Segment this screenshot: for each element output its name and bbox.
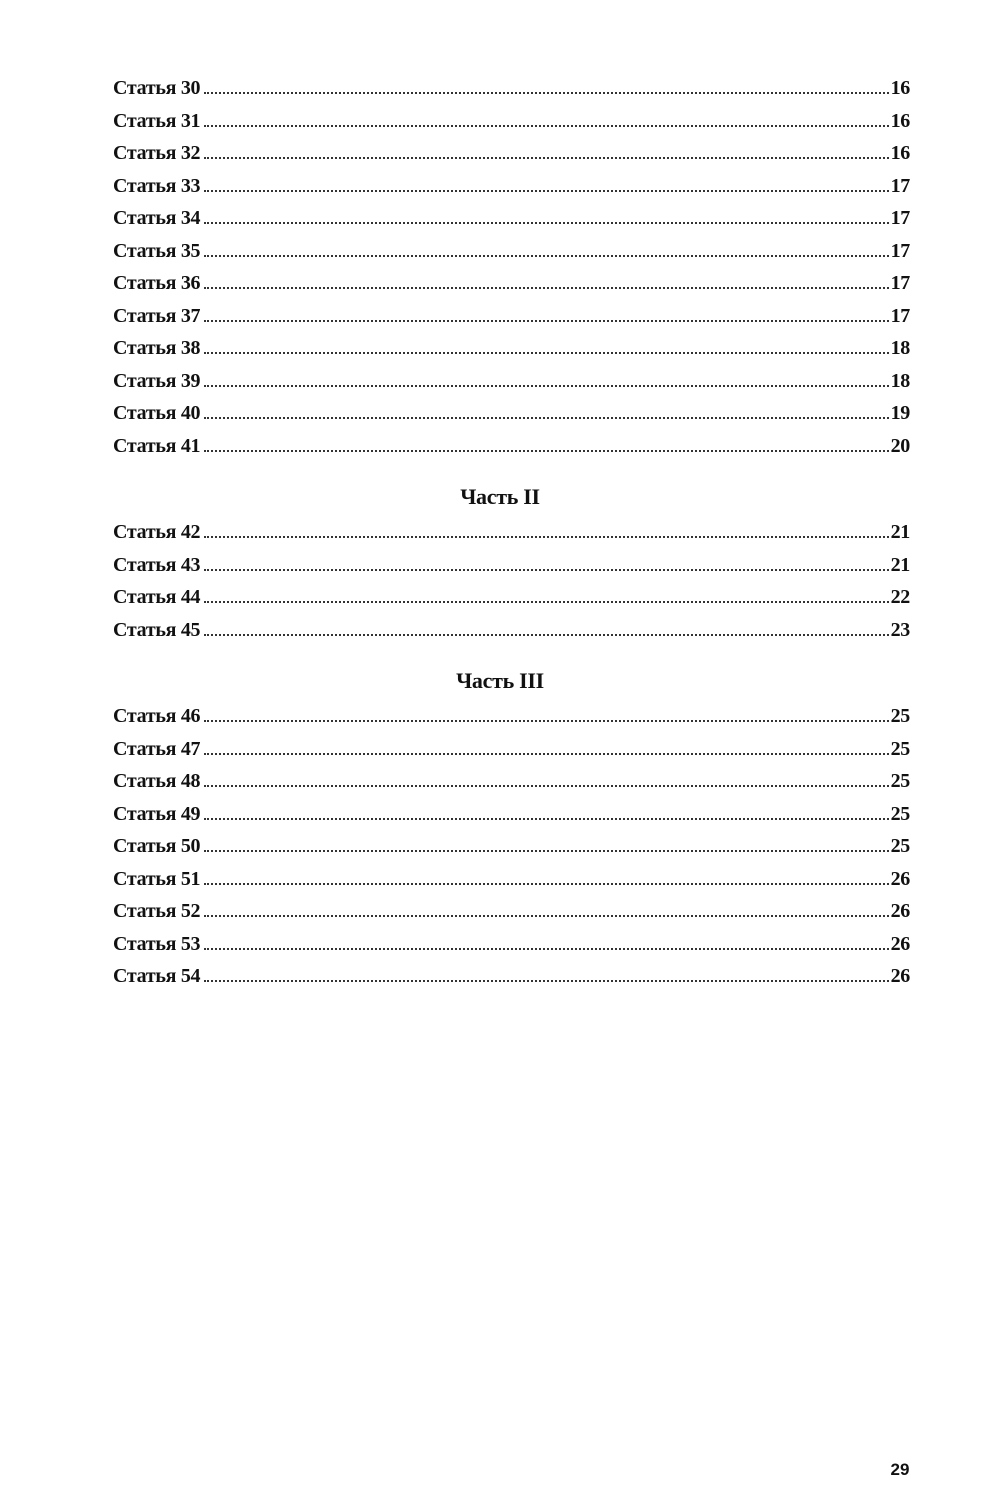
dot-leader bbox=[204, 601, 888, 603]
toc-entry bbox=[113, 202, 910, 235]
toc-entry bbox=[113, 614, 910, 647]
dot-leader bbox=[204, 125, 888, 127]
toc-entry-label: Статья 50 bbox=[113, 835, 201, 857]
toc-entry-page: 17 bbox=[890, 304, 910, 327]
toc-entry-page: 26 bbox=[890, 965, 910, 987]
dot-leader bbox=[204, 255, 888, 257]
dot-leader bbox=[204, 385, 888, 387]
toc-entry-label: Статья 54 bbox=[113, 965, 201, 987]
toc-entry-page: 25 bbox=[890, 802, 910, 825]
toc-entry-page: 18 bbox=[890, 337, 910, 359]
page-number: 29 bbox=[890, 1460, 910, 1479]
toc-entry-page: 17 bbox=[890, 174, 910, 197]
toc-entry-page: 26 bbox=[890, 900, 910, 922]
dot-leader bbox=[204, 92, 888, 94]
toc-entry-label: Статья 43 bbox=[113, 553, 201, 576]
toc-entry-page: 23 bbox=[890, 618, 910, 641]
toc-entry-page: 17 bbox=[890, 239, 910, 262]
toc-entry bbox=[113, 798, 910, 831]
toc-entry-page: 21 bbox=[890, 521, 910, 543]
toc-entry-label: Статья 44 bbox=[113, 586, 201, 608]
toc-entry bbox=[113, 300, 910, 333]
dot-leader bbox=[204, 320, 888, 322]
toc-entry-label: Статья 47 bbox=[113, 737, 201, 760]
toc-section-part-2 bbox=[113, 516, 910, 646]
toc-entry bbox=[113, 700, 910, 733]
toc-entry-label: Статья 40 bbox=[113, 402, 201, 424]
dot-leader bbox=[204, 850, 888, 852]
toc-entry-page: 25 bbox=[890, 705, 910, 727]
toc-entry bbox=[113, 137, 910, 170]
dot-leader bbox=[204, 190, 888, 192]
dot-leader bbox=[204, 915, 888, 917]
toc-entry bbox=[113, 863, 910, 896]
dot-leader bbox=[204, 222, 888, 224]
toc-entry-label: Статья 42 bbox=[113, 521, 201, 543]
toc-entry-page: 26 bbox=[890, 867, 910, 890]
toc-entry-page: 25 bbox=[890, 770, 910, 792]
toc-entry bbox=[113, 332, 910, 365]
toc-entry bbox=[113, 105, 910, 138]
toc-entry-label: Статья 32 bbox=[113, 142, 201, 164]
dot-leader bbox=[204, 720, 888, 722]
toc-entry-label: Статья 37 bbox=[113, 304, 201, 327]
toc-entry-page: 22 bbox=[890, 586, 910, 608]
dot-leader bbox=[204, 948, 888, 950]
dot-leader bbox=[204, 569, 888, 571]
toc-entry-label: Статья 34 bbox=[113, 207, 201, 229]
toc-entry-label: Статья 48 bbox=[113, 770, 201, 792]
toc-entry bbox=[113, 397, 910, 430]
toc-entry bbox=[113, 235, 910, 268]
toc-entry-page: 21 bbox=[890, 553, 910, 576]
toc-entry-page: 16 bbox=[890, 142, 910, 164]
dot-leader bbox=[204, 352, 888, 354]
toc-entry-page: 18 bbox=[890, 369, 910, 392]
toc-entry bbox=[113, 267, 910, 300]
toc-entry-label: Статья 49 bbox=[113, 802, 201, 825]
toc-entry-label: Статья 31 bbox=[113, 109, 201, 132]
toc-entry-page: 17 bbox=[890, 272, 910, 294]
toc-section-part-3 bbox=[113, 700, 910, 993]
dot-leader bbox=[204, 753, 888, 755]
dot-leader bbox=[204, 818, 888, 820]
dot-leader bbox=[204, 536, 888, 538]
toc-entry-label: Статья 38 bbox=[113, 337, 201, 359]
dot-leader bbox=[204, 883, 888, 885]
dot-leader bbox=[204, 157, 888, 159]
toc-entry bbox=[113, 516, 910, 549]
dot-leader bbox=[204, 417, 888, 419]
toc-entry bbox=[113, 733, 910, 766]
toc-entry bbox=[113, 928, 910, 961]
toc-entry-label: Статья 46 bbox=[113, 705, 201, 727]
toc-entry-label: Статья 35 bbox=[113, 239, 201, 262]
toc-entry-page: 17 bbox=[890, 207, 910, 229]
toc-entry-page: 16 bbox=[890, 109, 910, 132]
toc-entry-page: 25 bbox=[890, 835, 910, 857]
part-2-heading: Часть II bbox=[460, 484, 540, 509]
dot-leader bbox=[204, 980, 888, 982]
toc-entry bbox=[113, 430, 910, 463]
toc-entry bbox=[113, 365, 910, 398]
toc-entry-page: 16 bbox=[890, 77, 910, 99]
toc-entry bbox=[113, 765, 910, 798]
toc-section-part-1 bbox=[113, 72, 910, 462]
toc-entry bbox=[113, 581, 910, 614]
toc-entry-page: 25 bbox=[890, 737, 910, 760]
toc-entry-page: 26 bbox=[890, 932, 910, 955]
part-3-heading: Часть III bbox=[456, 668, 544, 693]
toc-entry bbox=[113, 830, 910, 863]
dot-leader bbox=[204, 634, 888, 636]
toc-entry-label: Статья 30 bbox=[113, 77, 201, 99]
dot-leader bbox=[204, 450, 888, 452]
toc-entry-label: Статья 53 bbox=[113, 932, 201, 955]
toc-entry bbox=[113, 170, 910, 203]
toc-entry-page: 20 bbox=[890, 434, 910, 457]
toc-entry-label: Статья 33 bbox=[113, 174, 201, 197]
toc-entry-label: Статья 41 bbox=[113, 434, 201, 457]
toc-entry bbox=[113, 895, 910, 928]
toc-entry-label: Статья 51 bbox=[113, 867, 201, 890]
toc-entry-page: 19 bbox=[890, 402, 910, 424]
dot-leader bbox=[204, 287, 888, 289]
toc-entry bbox=[113, 72, 910, 105]
toc-entry-label: Статья 39 bbox=[113, 369, 201, 392]
toc-entry-label: Статья 45 bbox=[113, 618, 201, 641]
dot-leader bbox=[204, 785, 888, 787]
toc-entry-label: Статья 52 bbox=[113, 900, 201, 922]
toc-entry bbox=[113, 549, 910, 582]
toc-entry bbox=[113, 960, 910, 993]
toc-entry-label: Статья 36 bbox=[113, 272, 201, 294]
